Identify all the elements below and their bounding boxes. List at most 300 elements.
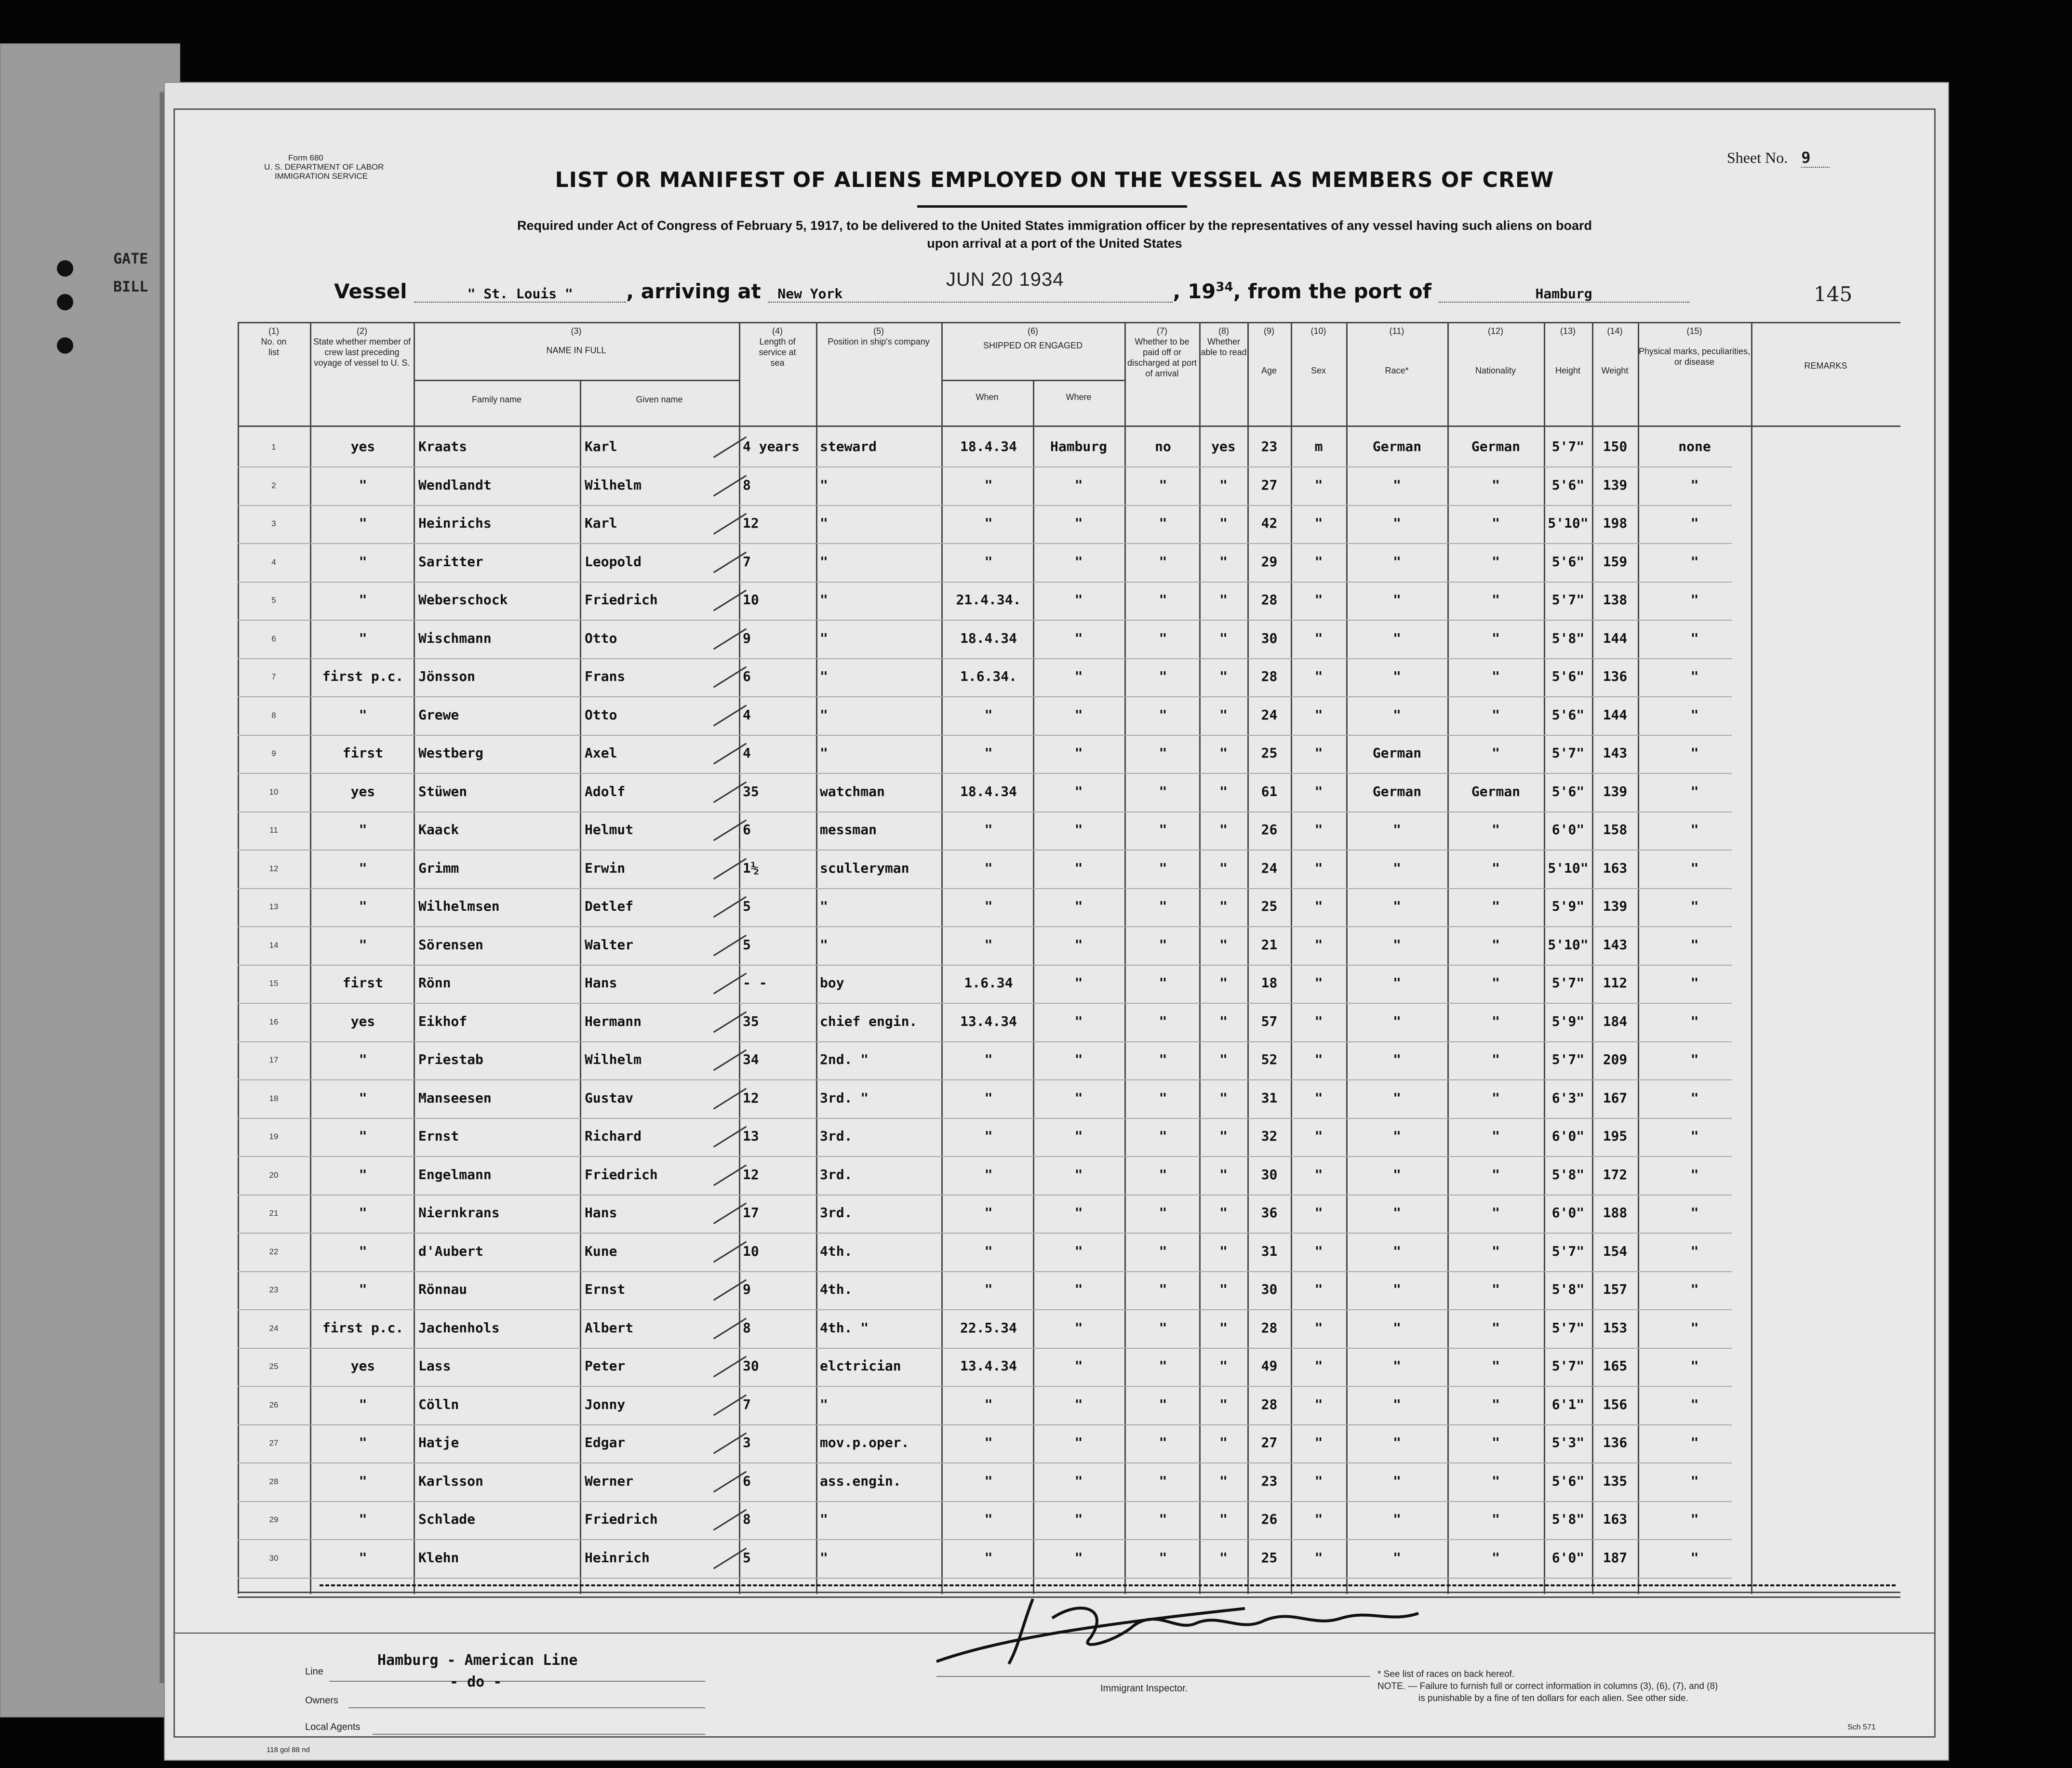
row-rule bbox=[238, 850, 1732, 851]
cell-family: Klehn bbox=[418, 1549, 459, 1566]
col-num: (11) bbox=[1389, 326, 1404, 336]
cell-family: Kraats bbox=[418, 439, 468, 454]
cell-weight: 144 bbox=[1603, 630, 1628, 646]
cell-given: Wilhelm bbox=[585, 1051, 642, 1067]
page-number: 145 bbox=[1814, 282, 1853, 306]
cell-marks: " bbox=[1690, 1473, 1699, 1489]
col-num: (13) bbox=[1560, 326, 1576, 336]
cell-paid: " bbox=[1159, 1128, 1167, 1144]
service-name: IMMIGRATION SERVICE bbox=[275, 172, 368, 181]
sheet-number-label: Sheet No. bbox=[1727, 149, 1788, 166]
cell-service: 12 bbox=[743, 1166, 759, 1183]
cell-service: 9 bbox=[743, 1281, 751, 1297]
cell-age: 30 bbox=[1261, 630, 1278, 646]
cell-weight: 165 bbox=[1603, 1358, 1628, 1374]
row-rule bbox=[238, 696, 1732, 697]
cell-nat: " bbox=[1492, 936, 1500, 953]
cell-when: " bbox=[984, 1051, 993, 1067]
owners-value: - do - bbox=[450, 1674, 502, 1690]
cell-race: " bbox=[1393, 898, 1401, 914]
cell-position: 3rd. bbox=[820, 1166, 853, 1183]
cell-sex: " bbox=[1314, 1243, 1323, 1259]
cell-age: 26 bbox=[1261, 822, 1278, 837]
department-name: U. S. DEPARTMENT OF LABOR bbox=[264, 162, 384, 172]
row-number: 12 bbox=[269, 864, 279, 873]
row-rule bbox=[238, 735, 1732, 736]
cell-when: " bbox=[984, 860, 993, 876]
cell-paid: " bbox=[1159, 1473, 1167, 1489]
cell-when: " bbox=[984, 898, 993, 914]
cell-paid: " bbox=[1159, 1281, 1167, 1297]
col-num: (4) bbox=[772, 326, 783, 336]
row-number: 19 bbox=[269, 1132, 279, 1141]
cell-weight: 139 bbox=[1603, 783, 1628, 799]
cell-paid: " bbox=[1159, 1319, 1167, 1336]
cell-when: " bbox=[984, 745, 993, 761]
cell-age: 24 bbox=[1261, 706, 1278, 723]
cell-where: " bbox=[1074, 975, 1083, 991]
cell-prev: " bbox=[359, 1281, 367, 1297]
cell-sex: " bbox=[1314, 1090, 1323, 1106]
col-header-previous-voyage bbox=[311, 326, 413, 368]
form-number: Form 680 bbox=[288, 153, 323, 162]
cell-nat: " bbox=[1492, 706, 1500, 723]
row-rule bbox=[238, 620, 1732, 621]
cell-prev: " bbox=[359, 592, 367, 608]
row-rule bbox=[238, 773, 1732, 774]
cell-when: " bbox=[984, 1243, 993, 1259]
cell-age: 28 bbox=[1261, 668, 1278, 684]
cell-paid: " bbox=[1159, 1511, 1167, 1527]
cell-marks: " bbox=[1690, 936, 1699, 953]
cell-prev: " bbox=[359, 553, 367, 570]
cell-given: Wilhelm bbox=[585, 477, 642, 493]
cell-where: " bbox=[1074, 822, 1083, 837]
cell-age: 52 bbox=[1261, 1051, 1278, 1067]
cell-when: 18.4.34 bbox=[960, 630, 1017, 646]
row-number: 3 bbox=[271, 519, 276, 528]
cell-paid: " bbox=[1159, 1051, 1167, 1067]
row-rule bbox=[238, 505, 1732, 506]
cell-nat: " bbox=[1492, 1090, 1500, 1106]
cell-family: Schlade bbox=[418, 1511, 476, 1527]
row-number: 21 bbox=[269, 1209, 279, 1218]
cell-race: " bbox=[1393, 1511, 1401, 1527]
cell-when: " bbox=[984, 1166, 993, 1183]
cell-weight: 138 bbox=[1603, 592, 1628, 608]
cell-race: " bbox=[1393, 1281, 1401, 1297]
cell-service: 12 bbox=[743, 515, 759, 531]
cell-height: 6'0" bbox=[1551, 1128, 1585, 1144]
cell-position: 3rd. bbox=[820, 1128, 853, 1144]
row-rule bbox=[238, 1309, 1732, 1310]
cell-read: " bbox=[1219, 936, 1228, 953]
cell-sex: " bbox=[1314, 477, 1323, 493]
cell-position: 4th. bbox=[820, 1243, 853, 1259]
cell-family: d'Aubert bbox=[418, 1243, 483, 1259]
row-number: 30 bbox=[269, 1553, 279, 1563]
name-subheader-rule bbox=[414, 380, 739, 381]
col-header-nationality bbox=[1447, 326, 1544, 376]
local-agents-label: Local Agents bbox=[305, 1722, 361, 1732]
cell-family: Wilhelmsen bbox=[418, 898, 500, 914]
cell-service: 30 bbox=[743, 1358, 759, 1374]
year-prefix: 19 bbox=[1187, 279, 1216, 303]
row-number: 16 bbox=[269, 1017, 279, 1026]
cell-prev: " bbox=[359, 1473, 367, 1489]
row-rule bbox=[238, 1386, 1732, 1387]
col-label: Position in ship's company bbox=[828, 337, 930, 346]
manifest-title: LIST OR MANIFEST OF ALIENS EMPLOYED ON THE VESSEL AS MEMBERS OF CREW bbox=[555, 168, 1554, 192]
cell-nat: " bbox=[1492, 1205, 1500, 1221]
cell-family: Kaack bbox=[418, 822, 459, 837]
cell-height: 5'7" bbox=[1551, 975, 1585, 991]
cell-sex: " bbox=[1314, 1281, 1323, 1297]
cell-race: " bbox=[1393, 1128, 1401, 1144]
col-num: (2) bbox=[357, 326, 367, 336]
cell-marks: " bbox=[1690, 1319, 1699, 1336]
cell-where: " bbox=[1074, 592, 1083, 608]
cell-where: " bbox=[1074, 1128, 1083, 1144]
cell-nat: " bbox=[1492, 822, 1500, 837]
cell-prev: yes bbox=[350, 1358, 375, 1374]
cell-when: " bbox=[984, 1090, 993, 1106]
cell-age: 23 bbox=[1261, 1473, 1278, 1489]
row-number: 15 bbox=[269, 979, 279, 988]
cell-sex: " bbox=[1314, 783, 1323, 799]
cell-height: 5'3" bbox=[1551, 1435, 1585, 1450]
col-num: (9) bbox=[1264, 326, 1274, 336]
cell-given: Jonny bbox=[585, 1396, 626, 1412]
cell-sex: " bbox=[1314, 553, 1323, 570]
cell-when: " bbox=[984, 1435, 993, 1450]
col-header-sex bbox=[1291, 326, 1346, 376]
row-number: 25 bbox=[269, 1362, 279, 1371]
cell-height: 6'0" bbox=[1551, 822, 1585, 837]
col-header-read bbox=[1200, 326, 1247, 358]
cell-weight: 139 bbox=[1603, 898, 1628, 914]
column-rule bbox=[941, 322, 943, 1594]
cell-family: Jönsson bbox=[418, 668, 476, 684]
cell-where: " bbox=[1074, 1319, 1083, 1336]
cell-position: " bbox=[820, 668, 828, 684]
cell-age: 28 bbox=[1261, 1319, 1278, 1336]
cell-when: " bbox=[984, 1549, 993, 1566]
cell-height: 6'1" bbox=[1551, 1396, 1585, 1412]
cell-prev: first bbox=[342, 975, 384, 991]
col-header-height bbox=[1544, 326, 1592, 376]
cell-marks: " bbox=[1690, 592, 1699, 608]
shipped-subheader-rule bbox=[941, 380, 1124, 381]
cell-sex: " bbox=[1314, 860, 1323, 876]
cell-race: " bbox=[1393, 1166, 1401, 1183]
col-label: Whether to be paid off or discharged at port of arrival bbox=[1127, 337, 1197, 378]
cell-family: Engelmann bbox=[418, 1166, 492, 1183]
cell-prev: " bbox=[359, 822, 367, 837]
cell-marks: " bbox=[1690, 1090, 1699, 1106]
cell-when: 1.6.34. bbox=[960, 668, 1017, 684]
cell-race: " bbox=[1393, 515, 1401, 531]
col-label: Age bbox=[1261, 366, 1277, 375]
cell-service: 5 bbox=[743, 898, 751, 914]
cell-height: 5'7" bbox=[1551, 439, 1585, 454]
cell-paid: " bbox=[1159, 592, 1167, 608]
row-number: 22 bbox=[269, 1247, 279, 1256]
cell-service: 17 bbox=[743, 1205, 759, 1221]
cell-height: 5'7" bbox=[1551, 1051, 1585, 1067]
cell-marks: " bbox=[1690, 706, 1699, 723]
cell-sex: " bbox=[1314, 592, 1323, 608]
cell-family: Ernst bbox=[418, 1128, 459, 1144]
cell-race: " bbox=[1393, 1205, 1401, 1221]
cell-age: 27 bbox=[1261, 477, 1278, 493]
cell-read: " bbox=[1219, 1243, 1228, 1259]
penalty-note-2: is punishable by a fine of ten dollars for each alien. See other side. bbox=[1418, 1693, 1688, 1703]
cell-height: 5'10" bbox=[1548, 936, 1589, 953]
cell-given: Erwin bbox=[585, 860, 626, 876]
cell-age: 28 bbox=[1261, 1396, 1278, 1412]
row-rule bbox=[238, 1195, 1732, 1196]
cell-nat: " bbox=[1492, 477, 1500, 493]
cell-position: sculleryman bbox=[820, 860, 909, 876]
inspector-signature bbox=[908, 1580, 1462, 1676]
row-rule bbox=[238, 1003, 1732, 1004]
col-header-where: Where bbox=[1066, 392, 1092, 402]
cell-race: " bbox=[1393, 477, 1401, 493]
cell-service: 7 bbox=[743, 1396, 751, 1412]
cell-race: " bbox=[1393, 1243, 1401, 1259]
cell-position: " bbox=[820, 1549, 828, 1566]
col-header-when: When bbox=[976, 392, 999, 402]
cell-where: " bbox=[1074, 1166, 1083, 1183]
col-label: Whether able to read bbox=[1201, 337, 1247, 357]
row-rule bbox=[238, 1348, 1732, 1349]
col-header-remarks: REMARKS bbox=[1804, 361, 1847, 371]
cell-age: 42 bbox=[1261, 515, 1278, 531]
cell-sex: " bbox=[1314, 630, 1323, 646]
col-num: (12) bbox=[1487, 326, 1503, 336]
cell-age: 18 bbox=[1261, 975, 1278, 991]
cell-service: 12 bbox=[743, 1090, 759, 1106]
cell-marks: " bbox=[1690, 630, 1699, 646]
cell-family: Rönnau bbox=[418, 1281, 468, 1297]
cell-sex: " bbox=[1314, 898, 1323, 914]
cell-read: " bbox=[1219, 1205, 1228, 1221]
row-number: 29 bbox=[269, 1515, 279, 1524]
cell-position: 2nd. " bbox=[820, 1051, 869, 1067]
cell-service: 3 bbox=[743, 1435, 751, 1450]
cell-marks: " bbox=[1690, 783, 1699, 799]
cell-race: German bbox=[1372, 745, 1422, 761]
cell-sex: " bbox=[1314, 1549, 1323, 1566]
row-number: 4 bbox=[271, 557, 276, 567]
cell-height: 5'6" bbox=[1551, 553, 1585, 570]
column-rule bbox=[310, 322, 311, 1594]
cell-sex: " bbox=[1314, 822, 1323, 837]
cell-height: 5'6" bbox=[1551, 783, 1585, 799]
cell-paid: " bbox=[1159, 745, 1167, 761]
cell-weight: 136 bbox=[1603, 668, 1628, 684]
cell-sex: " bbox=[1314, 1396, 1323, 1412]
cell-paid: " bbox=[1159, 860, 1167, 876]
col-label: Height bbox=[1555, 366, 1581, 375]
cell-family: Sörensen bbox=[418, 936, 483, 953]
cell-where: " bbox=[1074, 1243, 1083, 1259]
cell-marks: " bbox=[1690, 822, 1699, 837]
column-rule bbox=[816, 322, 817, 1594]
cell-weight: 143 bbox=[1603, 936, 1628, 953]
cell-paid: " bbox=[1159, 1013, 1167, 1029]
cell-sex: " bbox=[1314, 1051, 1323, 1067]
cell-marks: " bbox=[1690, 553, 1699, 570]
cell-where: " bbox=[1074, 1281, 1083, 1297]
col-num: (14) bbox=[1607, 326, 1623, 336]
cell-read: " bbox=[1219, 1435, 1228, 1450]
cell-service: 6 bbox=[743, 1473, 751, 1489]
cell-prev: " bbox=[359, 1511, 367, 1527]
cell-nat: " bbox=[1492, 1319, 1500, 1336]
cell-paid: " bbox=[1159, 668, 1167, 684]
col-label: State whether member of crew last preceding voyage of vessel to U. S. bbox=[313, 337, 411, 368]
cell-given: Hermann bbox=[585, 1013, 642, 1029]
row-rule bbox=[238, 1462, 1732, 1463]
cell-service: 9 bbox=[743, 630, 751, 646]
cell-nat: " bbox=[1492, 975, 1500, 991]
cell-nat: " bbox=[1492, 745, 1500, 761]
cell-family: Niernkrans bbox=[418, 1205, 500, 1221]
cell-weight: 198 bbox=[1603, 515, 1628, 531]
cell-read: " bbox=[1219, 1013, 1228, 1029]
col-header-paid-off bbox=[1125, 326, 1199, 379]
cell-race: " bbox=[1393, 630, 1401, 646]
col-num: (5) bbox=[873, 326, 884, 336]
cell-height: 5'7" bbox=[1551, 1358, 1585, 1374]
column-rule bbox=[414, 322, 415, 1594]
cell-weight: 112 bbox=[1603, 975, 1628, 991]
col-header-position bbox=[816, 326, 941, 347]
cell-paid: " bbox=[1159, 783, 1167, 799]
cell-position: boy bbox=[820, 975, 844, 991]
cell-prev: first p.c. bbox=[322, 668, 404, 684]
cell-prev: " bbox=[359, 1090, 367, 1106]
cell-given: Gustav bbox=[585, 1090, 634, 1106]
cell-service: 8 bbox=[743, 1319, 751, 1336]
cell-weight: 153 bbox=[1603, 1319, 1628, 1336]
cell-given: Helmut bbox=[585, 822, 634, 837]
races-note: * See list of races on back hereof. bbox=[1377, 1669, 1515, 1679]
cell-given: Karl bbox=[585, 515, 617, 531]
cell-read: " bbox=[1219, 515, 1228, 531]
row-number: 9 bbox=[271, 749, 276, 758]
cell-position: " bbox=[820, 592, 828, 608]
cell-paid: " bbox=[1159, 706, 1167, 723]
cell-given: Friedrich bbox=[585, 592, 658, 608]
cell-service: 1½ bbox=[743, 860, 759, 876]
cell-nat: German bbox=[1471, 783, 1521, 799]
cell-weight: 195 bbox=[1603, 1128, 1628, 1144]
col-label: Sex bbox=[1310, 366, 1326, 375]
cell-height: 5'7" bbox=[1551, 592, 1585, 608]
cell-where: " bbox=[1074, 1051, 1083, 1067]
cell-marks: " bbox=[1690, 1205, 1699, 1221]
cell-marks: " bbox=[1690, 1243, 1699, 1259]
cell-sex: " bbox=[1314, 515, 1323, 531]
row-rule bbox=[238, 1424, 1732, 1425]
cell-position: " bbox=[820, 553, 828, 570]
cell-read: " bbox=[1219, 1549, 1228, 1566]
cell-when: " bbox=[984, 1128, 993, 1144]
cell-where: " bbox=[1074, 1205, 1083, 1221]
cell-height: 5'6" bbox=[1551, 706, 1585, 723]
row-number: 24 bbox=[269, 1323, 279, 1333]
cell-paid: " bbox=[1159, 1205, 1167, 1221]
col-header-age bbox=[1247, 326, 1291, 376]
cell-age: 26 bbox=[1261, 1511, 1278, 1527]
line-underline bbox=[329, 1681, 705, 1682]
cell-when: " bbox=[984, 1473, 993, 1489]
binding-hole bbox=[57, 294, 73, 310]
col-label: Length of service at sea bbox=[759, 337, 796, 368]
cell-where: " bbox=[1074, 1396, 1083, 1412]
cell-age: 61 bbox=[1261, 783, 1278, 799]
sheet-number-value: 9 bbox=[1801, 148, 1830, 168]
cell-position: " bbox=[820, 630, 828, 646]
cell-family: Hatje bbox=[418, 1435, 459, 1450]
cell-prev: " bbox=[359, 898, 367, 914]
cell-age: 31 bbox=[1261, 1243, 1278, 1259]
col-num: (1) bbox=[268, 326, 279, 336]
cell-position: chief engin. bbox=[820, 1013, 918, 1029]
cell-given: Hans bbox=[585, 975, 617, 991]
cell-family: Wischmann bbox=[418, 630, 492, 646]
cell-marks: " bbox=[1690, 1511, 1699, 1527]
cell-weight: 159 bbox=[1603, 553, 1628, 570]
cell-weight: 163 bbox=[1603, 1511, 1628, 1527]
cell-marks: none bbox=[1678, 439, 1711, 454]
column-rule bbox=[1033, 380, 1034, 1594]
cell-sex: " bbox=[1314, 936, 1323, 953]
cell-read: " bbox=[1219, 1396, 1228, 1412]
cell-height: 6'3" bbox=[1551, 1090, 1585, 1106]
row-number: 11 bbox=[269, 825, 278, 835]
cell-age: 24 bbox=[1261, 860, 1278, 876]
cell-given: Axel bbox=[585, 745, 617, 761]
penalty-note: NOTE. — Failure to furnish full or correct information in columns (3), (6), (7), and (8) bbox=[1377, 1681, 1718, 1691]
cell-nat: " bbox=[1492, 1435, 1500, 1450]
cell-read: " bbox=[1219, 477, 1228, 493]
row-rule bbox=[238, 888, 1732, 889]
binding-hole bbox=[57, 337, 73, 354]
row-number: 5 bbox=[271, 596, 276, 605]
cell-when: " bbox=[984, 936, 993, 953]
col-label: Weight bbox=[1601, 366, 1629, 375]
cell-given: Kune bbox=[585, 1243, 617, 1259]
col-header-service bbox=[739, 326, 816, 368]
cell-prev: " bbox=[359, 630, 367, 646]
col-num: (15) bbox=[1686, 326, 1702, 336]
cell-nat: " bbox=[1492, 898, 1500, 914]
manifest-subtitle: Required under Act of Congress of February 5, 1917, to be delivered to the United States immigration officer by the representatives of any vessel having such aliens on board bbox=[517, 218, 1592, 233]
cell-race: German bbox=[1372, 783, 1422, 799]
cell-when: 18.4.34 bbox=[960, 439, 1017, 454]
binding-hole bbox=[57, 260, 73, 277]
cell-position: " bbox=[820, 477, 828, 493]
cell-height: 5'8" bbox=[1551, 1281, 1585, 1297]
cell-when: " bbox=[984, 822, 993, 837]
cell-given: Detlef bbox=[585, 898, 634, 914]
cell-sex: " bbox=[1314, 745, 1323, 761]
cell-where: " bbox=[1074, 1511, 1083, 1527]
